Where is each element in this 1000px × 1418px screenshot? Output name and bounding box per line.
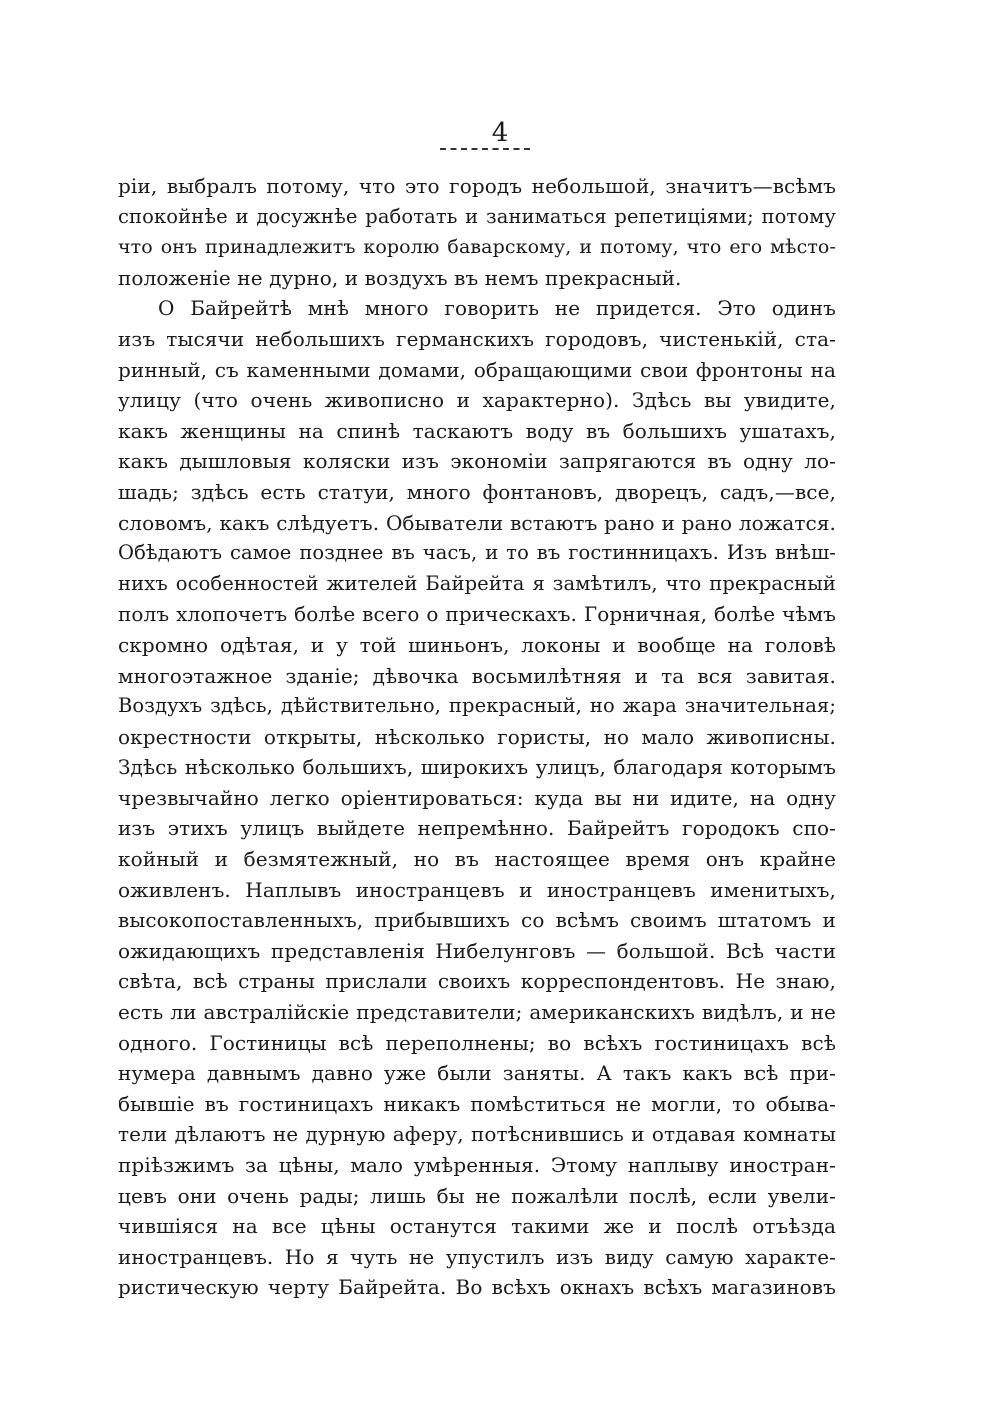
text-line: тели дѣлаютъ не дурную аферу, потѣснившись и отдавая комнаты xyxy=(118,1122,836,1147)
header-rule xyxy=(440,148,530,150)
text-line: улицу (что очень живописно и характерно). Здѣсь вы увидите, xyxy=(118,388,836,413)
text-line: многоэтажное зданіе; дѣвочка восьмилѣтняя и та вся завитая. xyxy=(118,663,836,688)
text-line: положеніе не дурно, и воздухъ въ немъ прекрасный. xyxy=(118,265,682,290)
text-line: одного. Гостиницы всѣ переполнены; во всѣхъ гостиницахъ всѣ xyxy=(118,1030,836,1055)
text-line: оживленъ. Наплывъ иностранцевъ и иностранцевъ именитыхъ, xyxy=(118,877,836,902)
text-line: Воздухъ здѣсь, дѣйствительно, прекрасный, но жара значительная; xyxy=(118,694,836,718)
text-line: высокопоставленныхъ, прибывшихъ со всѣмъ своимъ штатомъ и xyxy=(118,908,836,933)
text-line: изъ этихъ улицъ выйдете непремѣнно. Байрейтъ городокъ спо- xyxy=(118,816,836,841)
text-line: скромно одѣтая, и у той шиньонъ, локоны и вообще на головѣ xyxy=(118,632,836,657)
text-line: Здѣсь нѣсколько большихъ, широкихъ улицъ, благодаря которымъ xyxy=(118,755,836,780)
text-line: пріѣзжимъ за цѣны, мало умѣренныя. Этому наплыву иностран- xyxy=(118,1153,836,1177)
text-line: изъ тысячи небольшихъ германскихъ городовъ, чистенькій, ста- xyxy=(118,326,836,351)
text-line: ожидающихъ представленія Нибелунговъ — большой. Всѣ части xyxy=(118,938,836,963)
text-line: чрезвычайно легко оріентироваться: куда вы ни идите, на одну xyxy=(118,785,836,810)
text-line: окрестности открыты, нѣсколько гористы, но мало живописны. xyxy=(118,724,836,749)
text-line: нумера давнымъ давно уже были заняты. А такъ какъ всѣ при- xyxy=(118,1061,836,1086)
text-line: чившіяся на все цѣны останутся такими же и послѣ отъѣзда xyxy=(118,1214,836,1239)
text-line: цевъ они очень рады; лишь бы не пожалѣли послѣ, если увели- xyxy=(118,1183,836,1208)
text-line: ристическую черту Байрейта. Во всѣхъ окнахъ всѣхъ магазиновъ xyxy=(118,1275,836,1300)
text-line: какъ дышловыя коляски изъ экономіи запрягаются въ одну ло- xyxy=(118,449,836,474)
text-line: что онъ принадлежитъ королю баварскому, и потому, что его мѣсто- xyxy=(118,236,836,259)
text-line: ріи, выбралъ потому, что это городъ небольшой, значитъ—всѣмъ xyxy=(118,174,836,198)
text-line: шадь; здѣсь есть статуи, много фонтановъ, дворецъ, садъ,—все, xyxy=(118,479,836,504)
text-line: О Байрейтѣ мнѣ много говорить не придется. Это одинъ xyxy=(158,296,836,321)
text-line: словомъ, какъ слѣдуетъ. Обыватели встаютъ рано и рано ложатся. xyxy=(118,510,836,535)
text-line: полъ хлопочетъ болѣе всего о прическахъ. Горничная, болѣе чѣмъ xyxy=(118,602,836,627)
text-line: иностранцевъ. Но я чуть не упустилъ изъ виду самую характе- xyxy=(118,1244,836,1269)
body-text xyxy=(118,171,836,1303)
text-line: свѣта, всѣ страны прислали своихъ корреспондентовъ. Не знаю, xyxy=(118,969,836,994)
text-line: есть ли австралійскіе представители; американскихъ видѣлъ, и не xyxy=(118,1000,836,1025)
text-line: ринный, съ каменными домами, обращающими свои фронтоны на xyxy=(118,357,836,382)
page-number: 4 xyxy=(491,118,509,148)
text-line: нихъ особенностей жителей Байрейта я замѣтилъ, что прекрасный xyxy=(118,571,836,595)
text-line: Обѣдаютъ самое позднее въ часъ, и то въ гостинницахъ. Изъ внѣш- xyxy=(118,541,836,565)
text-line: койный и безмятежный, но въ настоящее время онъ крайне xyxy=(118,847,836,872)
text-line: спокойнѣе и досужнѣе работать и заниматься репетиціями; потому xyxy=(118,204,836,228)
text-line: бывшіе въ гостиницахъ никакъ помѣститься не могли, то обыва- xyxy=(118,1091,836,1116)
text-line: какъ женщины на спинѣ таскаютъ воду въ большихъ ушатахъ, xyxy=(118,418,836,443)
